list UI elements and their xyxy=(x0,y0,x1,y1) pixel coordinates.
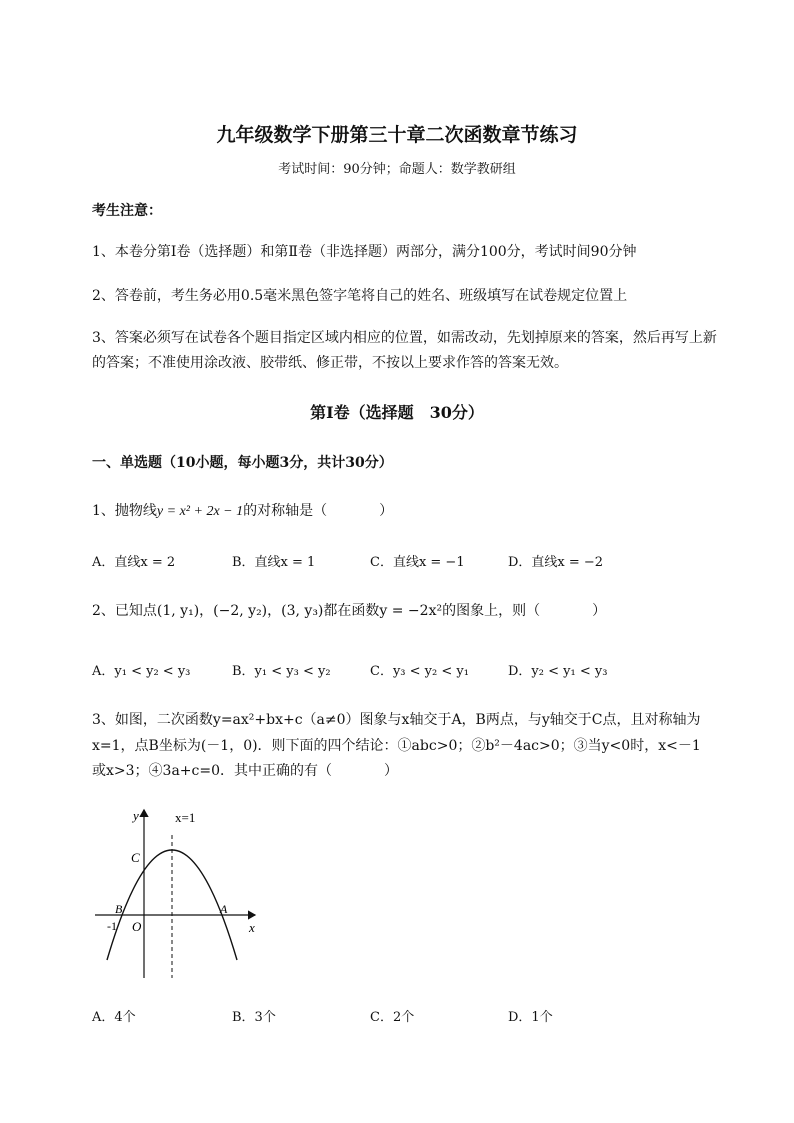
question-1-option-c[interactable]: C．直线x = −1 xyxy=(370,555,465,570)
question-3-option-d[interactable]: D．1个 xyxy=(508,1010,553,1025)
question-1 xyxy=(92,500,393,520)
parabola-figure xyxy=(95,800,270,985)
question-3-line-1: 3、如图，二次函数y=ax²+bx+c（a≠0）图象与x轴交于A，B两点，与y轴交于C点，且对称轴为 xyxy=(92,712,701,728)
notice-item-1: 1、本卷分第I卷（选择题）和第Ⅱ卷（非选择题）两部分，满分100分，考试时间90分钟 xyxy=(92,244,637,260)
question-1-suffix: 的对称轴是（ xyxy=(243,503,328,519)
question-2-option-c[interactable]: C．y₃ < y₂ < y₁ xyxy=(370,664,469,679)
question-3-option-c[interactable]: C．2个 xyxy=(370,1010,415,1025)
minus-one-label: -1 xyxy=(107,919,117,933)
question-2-option-a[interactable]: A．y₁ < y₂ < y₃ xyxy=(92,664,191,679)
question-2 xyxy=(92,600,606,620)
origin-label: O xyxy=(132,919,142,934)
y-axis-label: y xyxy=(133,808,139,823)
notice-item-3: 3、答案必须写在试卷各个题目指定区域内相应的位置，如需改动，先划掉原来的答案，然后再写上新 xyxy=(92,330,717,346)
question-1-close: ） xyxy=(379,503,394,519)
question-1-option-a[interactable]: A．直线x = 2 xyxy=(92,555,176,570)
question-3-option-a[interactable]: A．4个 xyxy=(92,1010,136,1025)
x-axis-label: x xyxy=(249,920,255,935)
question-3-line-3-text: 或x>3；④3a+c=0．其中正确的有（ xyxy=(92,763,332,779)
question-2-option-d[interactable]: D．y₂ < y₁ < y₃ xyxy=(508,664,608,679)
question-2-close: ） xyxy=(592,603,607,619)
page-title: 九年级数学下册第三十章二次函数章节练习 xyxy=(216,124,578,146)
point-c-label: C xyxy=(131,850,140,865)
question-1-prefix: 1、抛物线 xyxy=(92,503,157,519)
section-title: 第I卷（选择题 30分） xyxy=(310,403,484,422)
question-3-option-b[interactable]: B．3个 xyxy=(232,1010,276,1025)
question-2-option-b[interactable]: B．y₁ < y₃ < y₂ xyxy=(232,664,331,679)
part-title: 一、单选题（10小题，每小题3分，共计30分） xyxy=(92,455,393,471)
question-2-text: 2、已知点(1, y₁)，(−2, y₂)，(3, y₃)都在函数y = −2x²的图象上，则（ xyxy=(92,603,541,619)
notice-heading: 考生注意： xyxy=(92,203,162,219)
question-1-option-b[interactable]: B．直线x = 1 xyxy=(232,555,316,570)
question-3-line-3 xyxy=(92,760,398,780)
symmetry-label: x=1 xyxy=(175,810,196,825)
question-1-option-d[interactable]: D．直线x = −2 xyxy=(508,555,604,570)
question-1-formula: y = x² + 2x − 1 xyxy=(156,504,244,519)
notice-item-2: 2、答卷前，考生务必用0.5毫米黑色签字笔将自己的姓名、班级填写在试卷规定位置上 xyxy=(92,288,628,304)
point-a-label: A xyxy=(220,902,228,916)
exam-subtitle: 考试时间：90分钟；命题人：数学教研组 xyxy=(278,162,516,177)
question-3-line-2: x=1，点B坐标为(－1，0)．则下面的四个结论：①abc>0；②b²－4ac>0；③当y<0时，x<－1 xyxy=(92,738,701,754)
question-3-close: ） xyxy=(384,763,398,779)
point-b-label: B xyxy=(115,902,123,916)
notice-item-3-continued: 的答案；不准使用涂改液、胶带纸、修正带，不按以上要求作答的答案无效。 xyxy=(92,355,568,371)
